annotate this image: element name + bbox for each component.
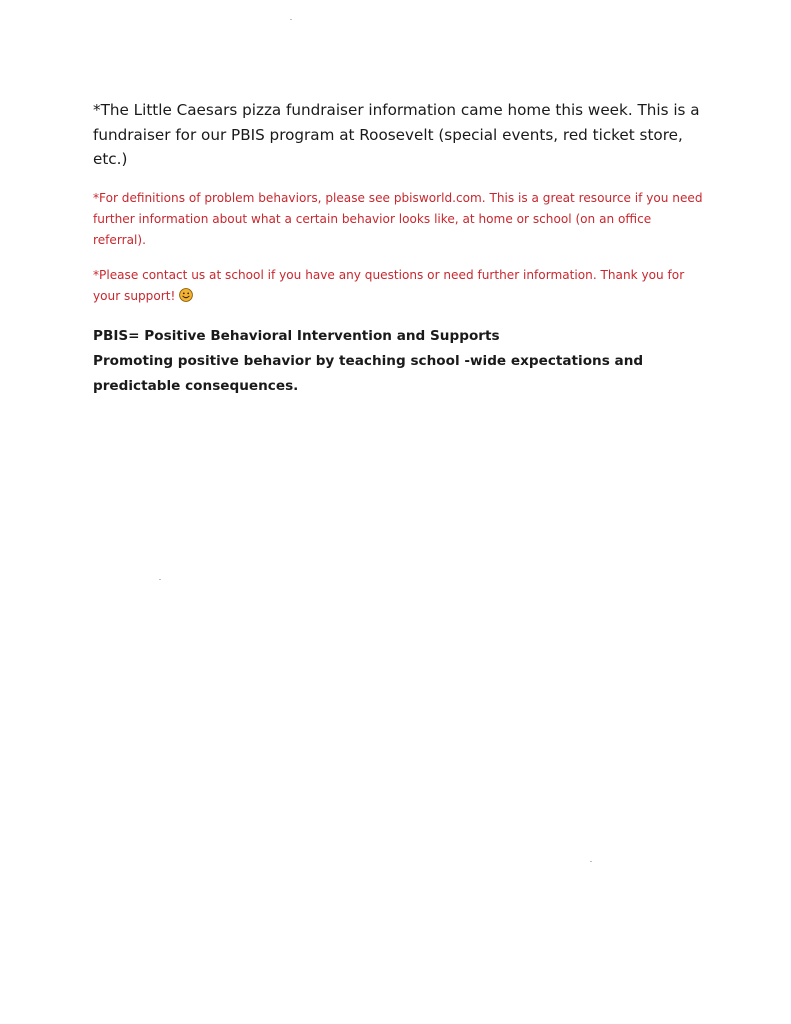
- smiley-icon: [179, 288, 193, 302]
- scan-speck: [159, 579, 161, 580]
- scan-speck: [290, 19, 292, 20]
- contact-note: [93, 265, 703, 307]
- pbis-definition: PBIS= Positive Behavioral Intervention and Supports: [93, 328, 500, 344]
- contact-note-text: *Please contact us at school if you have any questions or need further information. Thank you for your support!: [93, 268, 685, 303]
- fundraiser-note: *The Little Caesars pizza fundraiser information came home this week. This is a fundraiser for our PBIS program at Roosevelt (special events, red ticket store, etc.): [93, 101, 700, 168]
- pbis-mission: Promoting positive behavior by teaching school -wide expectations and predictable consequences.: [93, 353, 644, 394]
- problem-behaviors-note: *For definitions of problem behaviors, please see pbisworld.com. This is a great resource if you need further information about what a certain behavior looks like, at home or school (on an office referral).: [93, 191, 703, 247]
- pbis-block: [93, 324, 713, 399]
- scan-speck: [590, 861, 592, 862]
